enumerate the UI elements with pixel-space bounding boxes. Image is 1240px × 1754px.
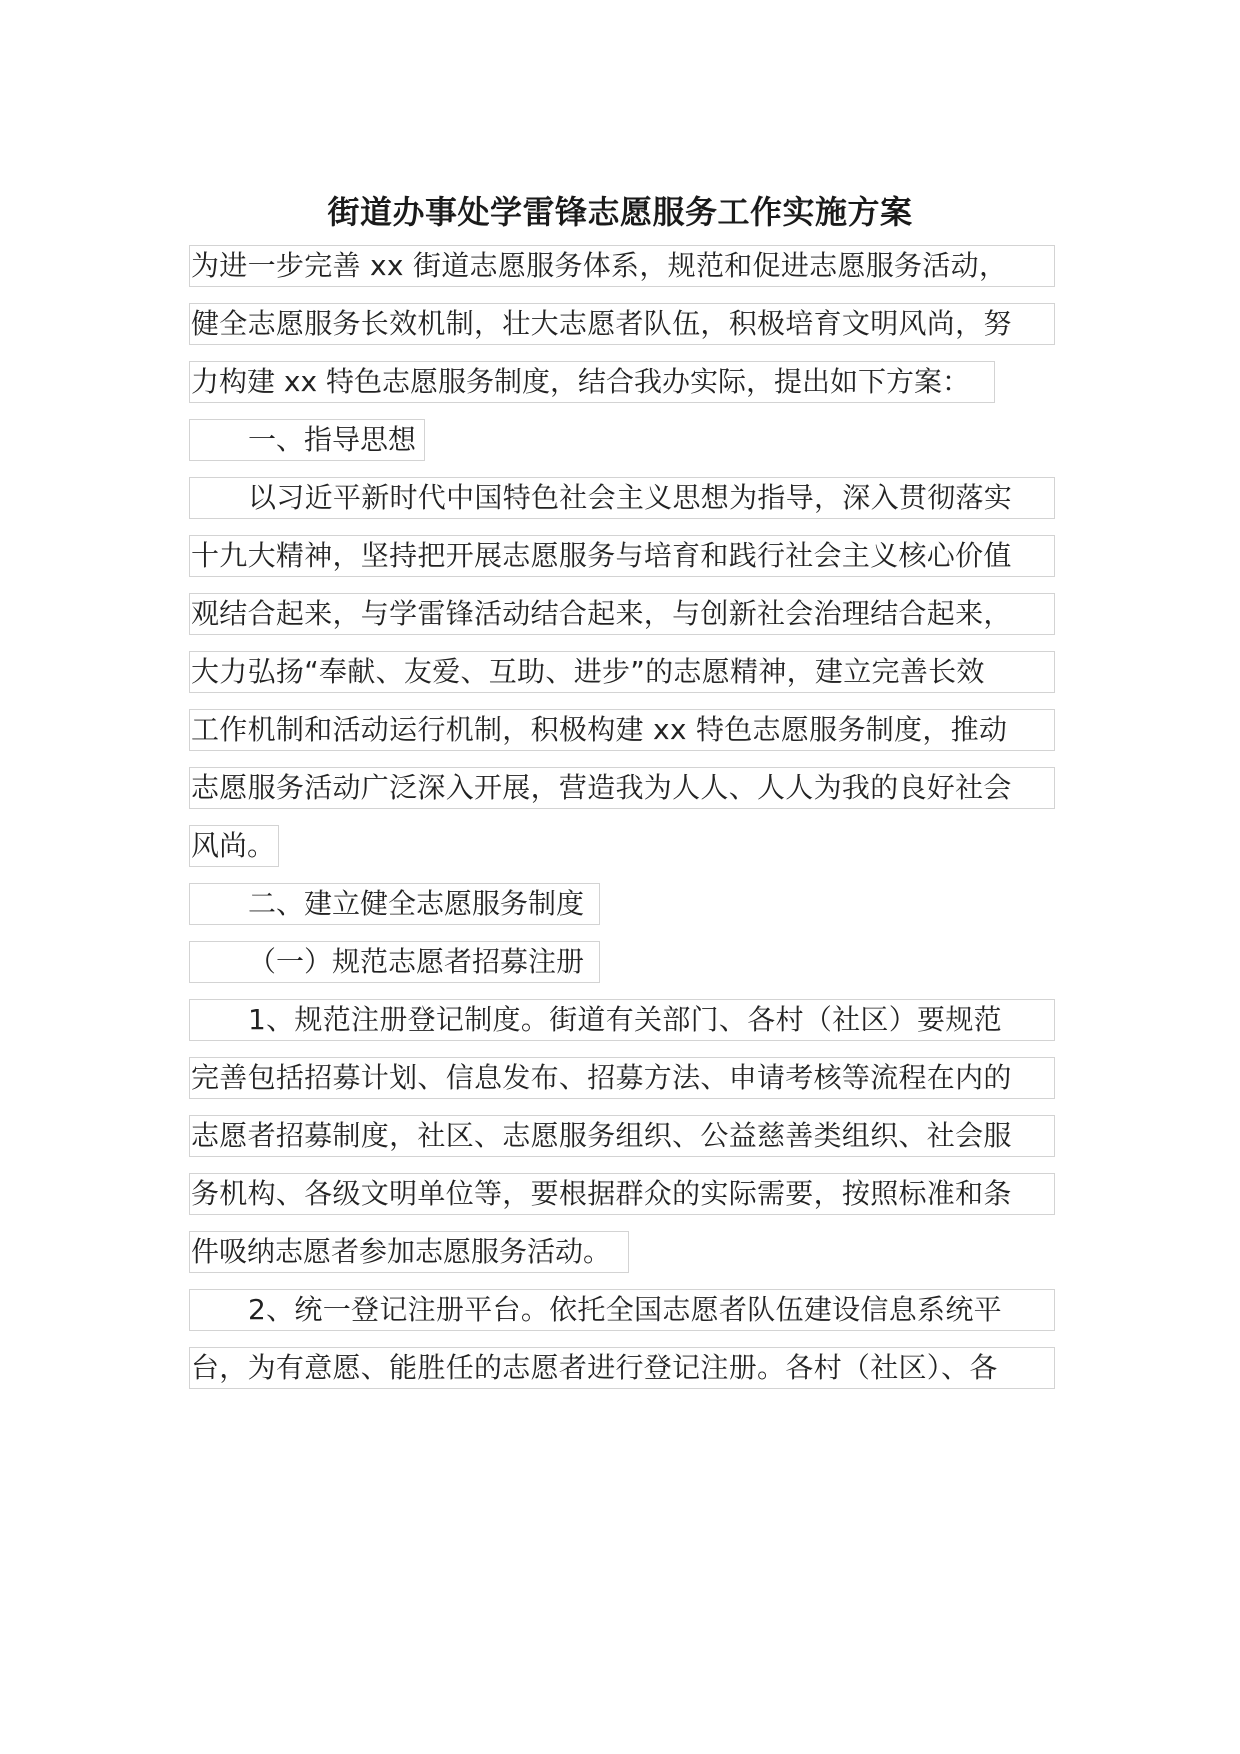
text-line: 力构建 xx 特色志愿服务制度，结合我办实际，提出如下方案： xyxy=(189,361,995,403)
section-heading: 一、指导思想 xyxy=(189,419,425,461)
text-line: 风尚。 xyxy=(189,825,279,867)
section-heading: 二、建立健全志愿服务制度 xyxy=(189,883,600,925)
subsection-heading: （一）规范志愿者招募注册 xyxy=(189,941,600,983)
text-line: 十九大精神，坚持把开展志愿服务与培育和践行社会主义核心价值 xyxy=(189,535,1055,577)
text-line: 志愿者招募制度，社区、志愿服务组织、公益慈善类组织、社会服 xyxy=(189,1115,1055,1157)
text-line: 件吸纳志愿者参加志愿服务活动。 xyxy=(189,1231,629,1273)
text-line: 大力弘扬“奉献、友爱、互助、进步”的志愿精神，建立完善长效 xyxy=(189,651,1055,693)
text-line: 务机构、各级文明单位等，要根据群众的实际需要，按照标准和条 xyxy=(189,1173,1055,1215)
text-line: 为进一步完善 xx 街道志愿服务体系，规范和促进志愿服务活动， xyxy=(189,245,1055,287)
text-line: 观结合起来，与学雷锋活动结合起来，与创新社会治理结合起来， xyxy=(189,593,1055,635)
text-line: 台，为有意愿、能胜任的志愿者进行登记注册。各村（社区）、各 xyxy=(189,1347,1055,1389)
text-line: 1、规范注册登记制度。街道有关部门、各村（社区）要规范 xyxy=(189,999,1055,1041)
text-line: 以习近平新时代中国特色社会主义思想为指导，深入贯彻落实 xyxy=(189,477,1055,519)
text-line: 2、统一登记注册平台。依托全国志愿者队伍建设信息系统平 xyxy=(189,1289,1055,1331)
text-line: 完善包括招募计划、信息发布、招募方法、申请考核等流程在内的 xyxy=(189,1057,1055,1099)
document-title: 街道办事处学雷锋志愿服务工作实施方案 xyxy=(327,193,913,231)
text-line: 工作机制和活动运行机制，积极构建 xx 特色志愿服务制度，推动 xyxy=(189,709,1055,751)
text-line: 志愿服务活动广泛深入开展，营造我为人人、人人为我的良好社会 xyxy=(189,767,1055,809)
text-line: 健全志愿服务长效机制，壮大志愿者队伍，积极培育文明风尚，努 xyxy=(189,303,1055,345)
